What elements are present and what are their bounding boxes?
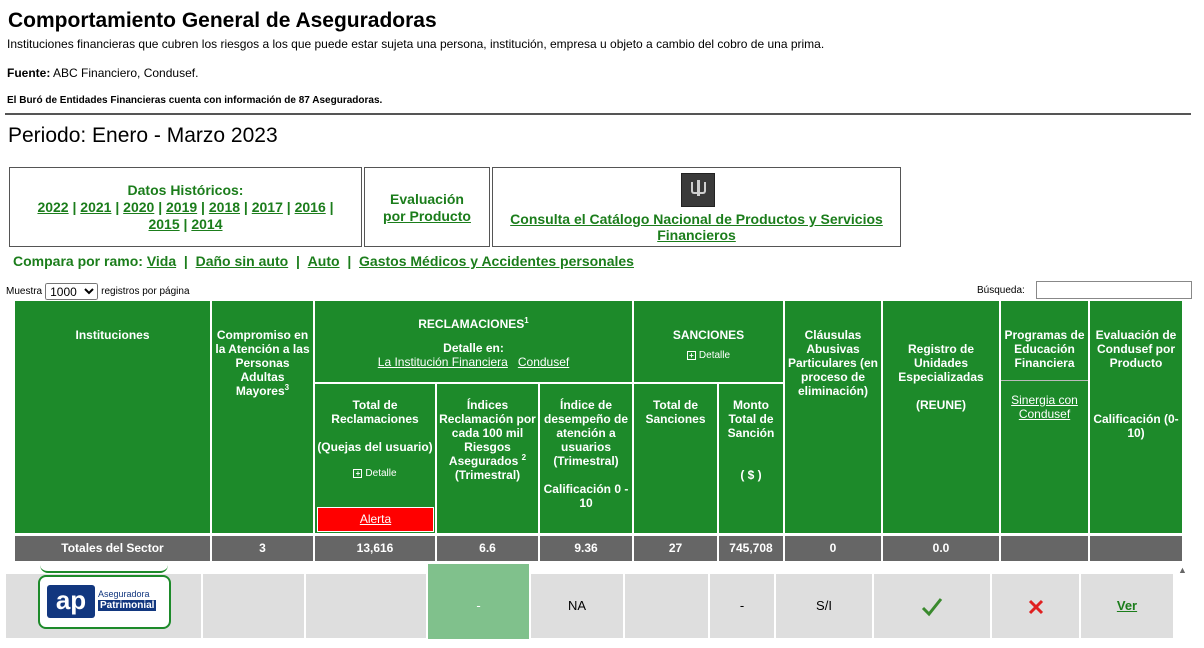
th-total-recl-label: Total de Reclamaciones (331, 398, 419, 426)
totals-indices: 6.6 (437, 536, 538, 561)
year-link-2015[interactable]: 2015 (148, 216, 180, 232)
row-evaluacion-cell (1081, 574, 1173, 638)
th-reune-label: (REUNE) (916, 398, 966, 412)
th-quejas-label: (Quejas del usuario) (317, 440, 433, 454)
compare-label: Compara por ramo: (13, 253, 143, 269)
th-total-sanciones[interactable] (634, 384, 717, 533)
row-clausulas-cell: S/I (776, 574, 872, 638)
catalog-book-icon (681, 173, 715, 207)
totals-registro: 0.0 (883, 536, 999, 561)
logo-text-2: Patrimonial (100, 600, 155, 611)
year-link-2021[interactable]: 2021 (80, 199, 112, 215)
totals-total-recl: 13,616 (315, 536, 435, 561)
th-clausulas-label: Cláusulas Abusivas Particulares (en proceso de eliminación) (787, 328, 879, 398)
compare-link-auto[interactable]: Auto (307, 253, 340, 269)
totals-evaluacion (1090, 536, 1182, 561)
product-evaluation-link[interactable]: por Producto (383, 208, 471, 224)
page-size-control (6, 283, 190, 300)
year-link-2016[interactable]: 2016 (294, 199, 326, 215)
th-compromiso[interactable] (212, 301, 313, 533)
th-sanciones-label: SANCIONES (672, 328, 745, 342)
source-line (7, 66, 198, 80)
th-indices-label: Índices Reclamación por cada 100 mil Riesgos Asegurados (439, 398, 536, 468)
institution-logo[interactable] (38, 575, 171, 629)
compare-by-branch: Compara por ramo: Vida | Daño sin auto | Auto | Gastos Médicos y Accidentes personales (13, 253, 634, 269)
year-link-2020[interactable]: 2020 (123, 199, 155, 215)
th-indices[interactable] (437, 384, 538, 533)
row-compromiso-cell (203, 574, 304, 638)
logo-prev-edge (40, 564, 168, 573)
page-title: Comportamiento General de Aseguradoras (8, 9, 437, 32)
th-sanciones (634, 301, 783, 382)
row-registro-cell (874, 574, 990, 638)
th-indice-desempeno[interactable] (540, 384, 632, 533)
totals-label: Totales del Sector (15, 536, 210, 561)
source-value: ABC Financiero, Condusef. (50, 66, 199, 80)
compare-link-gastos-medicos[interactable]: Gastos Médicos y Accidentes personales (359, 253, 634, 269)
th-pesos-label: ( $ ) (740, 468, 762, 482)
ver-link[interactable]: Ver (1116, 598, 1138, 613)
show-label: Muestra (6, 286, 43, 297)
th-programas (1001, 301, 1088, 533)
totals-total-sanc: 27 (634, 536, 717, 561)
row-monto-cell: - (710, 574, 774, 638)
sanciones-detalle-label[interactable]: Detalle (698, 350, 731, 361)
th-indices-sup: 2 (521, 453, 527, 462)
th-monto[interactable] (719, 384, 783, 533)
th-evaluacion[interactable] (1090, 301, 1182, 533)
expand-icon[interactable]: + (353, 469, 362, 478)
row-indices-cell: - (428, 564, 529, 639)
row-total-recl-cell (306, 574, 426, 638)
th-total-sanc-label: Total de Sanciones (645, 398, 706, 426)
catalog-box (492, 167, 901, 247)
th-instituciones[interactable] (15, 301, 210, 533)
year-link-2018[interactable]: 2018 (208, 199, 241, 215)
th-detalle-en: Detalle en: (443, 341, 504, 355)
per-page-label: registros por página (101, 286, 190, 297)
table-row (6, 574, 201, 638)
th-compromiso-sup: 3 (284, 383, 290, 392)
ap-logo-mark: ap (47, 585, 95, 618)
row-indice-des-cell: NA (531, 574, 623, 638)
evaluation-label: Evaluación (390, 191, 464, 207)
compare-link-vida[interactable]: Vida (146, 253, 177, 269)
buro-note: El Buró de Entidades Financieras cuenta con información de 87 Aseguradoras. (7, 95, 383, 106)
year-link-2017[interactable]: 2017 (251, 199, 283, 215)
totals-compromiso: 3 (212, 536, 313, 561)
row-programas-cell (992, 574, 1079, 638)
th-reclamaciones-label: RECLAMACIONES (418, 317, 525, 331)
th-indice-des-trimestral: (Trimestral) (553, 454, 619, 468)
page-subtitle: Instituciones financieras que cubren los riesgos a los que puede estar sujeta una persona, institución, empresa u objeto a cambio del cobro de una prima. (7, 37, 825, 51)
th-clausulas[interactable] (785, 301, 881, 533)
th-registro-label: Registro de Unidades Especializadas (898, 342, 984, 384)
period-title: Periodo: Enero - Marzo 2023 (8, 124, 278, 147)
th-indice-des-label: Índice de desempeño de atención a usuarios (543, 398, 629, 454)
sinergia-condusef-link[interactable]: Sinergia con Condusef (1011, 393, 1078, 421)
totals-programas (1001, 536, 1088, 561)
reclamaciones-detalle-label[interactable]: Detalle (365, 468, 397, 479)
totals-clausulas: 0 (785, 536, 881, 561)
cross-icon (1027, 598, 1045, 616)
th-indices-trimestral: (Trimestral) (454, 468, 521, 482)
totals-monto: 745,708 (719, 536, 783, 561)
catalog-link-line2: Financieros (657, 227, 736, 243)
th-evaluacion-label: Evaluación de Condusef por Producto (1095, 328, 1177, 370)
alerta-button[interactable]: Alerta (317, 507, 434, 532)
year-link-2014[interactable]: 2014 (191, 216, 223, 232)
th-calif-010-label: Calificación 0 - 10 (543, 482, 629, 510)
th-registro[interactable] (883, 301, 999, 533)
historical-data-box: Datos Históricos: 2022 | 2021 | 2020 | 2019 | 2018 | 2017 | 2016 | 2015 | 2014 (9, 167, 362, 247)
expand-icon[interactable]: + (687, 351, 696, 360)
product-evaluation-box (364, 167, 490, 247)
divider (5, 113, 1191, 115)
catalog-link-line1: Consulta el Catálogo Nacional de Productos y Servicios (510, 211, 883, 227)
compare-link-dano-sin-auto[interactable]: Daño sin auto (195, 253, 289, 269)
catalog-link[interactable] (510, 211, 883, 243)
logo-text-1: Aseguradora (98, 589, 150, 599)
link-condusef[interactable]: Condusef (517, 355, 570, 369)
search-input[interactable] (1036, 281, 1192, 299)
th-reclamaciones (315, 301, 632, 382)
year-link-2022[interactable]: 2022 (37, 199, 69, 215)
th-compromiso-label: Compromiso en la Atención a las Personas Adultas Mayores (215, 328, 310, 398)
th-reclamaciones-sup: 1 (524, 316, 529, 325)
year-link-2019[interactable]: 2019 (166, 199, 198, 215)
scroll-up-icon[interactable]: ▲ (1178, 565, 1187, 575)
th-programas-label: Programas de Educación Financiera (1001, 301, 1088, 381)
th-instituciones-label: Instituciones (75, 328, 150, 342)
page-size-select[interactable] (45, 283, 98, 300)
row-total-sanc-cell (625, 574, 708, 638)
th-monto-label: Monto Total de Sanción (727, 398, 775, 440)
link-institucion-financiera[interactable]: La Institución Financiera (377, 355, 508, 369)
th-calificacion-label: Calificación (0-10) (1093, 412, 1179, 440)
historical-title: Datos Históricos: (127, 182, 244, 198)
source-label: Fuente: (7, 66, 51, 80)
search-label: Búsqueda: (977, 285, 1025, 296)
check-icon (921, 597, 943, 617)
totals-indice-des: 9.36 (540, 536, 632, 561)
